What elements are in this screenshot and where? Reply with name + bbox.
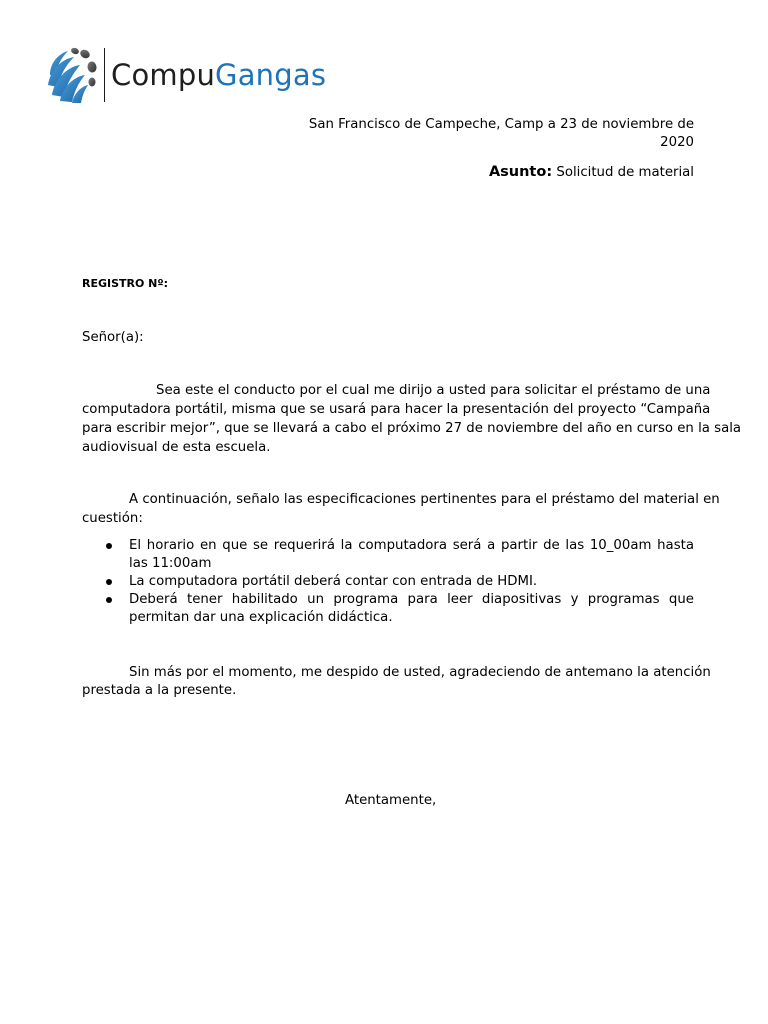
place-date-line1: San Francisco de Campeche, Camp a 23 de noviembre de [308,117,694,132]
list-item: Deberá tener habilitado un programa para leer diapositivas y programas que permitan dar una explicación didáctica. [82,591,694,627]
paragraph1-line2: computadora portátil, misma que se usará para hacer la presentación del proyecto “Campaña [82,402,711,417]
paragraph2-line1: A continuación, señalo las especificaciones pertinentes para el préstamo del material en [129,492,720,507]
logo-wordmark [111,57,327,92]
place-date-line2: 2020 [660,135,694,150]
salutation: Señor(a): [82,330,144,345]
paragraph1-line4: audiovisual de esta escuela. [82,440,271,455]
closing-line2: prestada a la presente. [82,683,237,698]
subject-value: Solicitud de material [556,165,694,180]
list-item: La computadora portátil deberá contar con entrada de HDMI. [82,573,694,591]
sign-off: Atentamente, [345,793,437,808]
list-item: El horario en que se requerirá la computadora será a partir de las 10_00am hasta las 11:00am [82,537,694,573]
logo-sphere-icon [44,45,100,105]
logo-text-compu: Compu [111,57,216,92]
paragraph1-line3: para escribir mejor”, que se llevará a cabo el próximo 27 de noviembre del año en curso en la sala [82,421,742,436]
bullet-icon [106,579,112,585]
logo-text-gangas: Gangas [215,57,327,92]
logo-divider [104,48,105,102]
company-logo [44,44,326,106]
paragraph2-line2: cuestión: [82,511,143,526]
subject-line [489,163,694,182]
paragraph1-line1: Sea este el conducto por el cual me dirijo a usted para solicitar el préstamo de una [156,383,711,398]
subject-label: Asunto: [488,164,553,180]
closing-line1: Sin más por el momento, me despido de usted, agradeciendo de antemano la atención [129,665,711,680]
bullet-icon [106,543,112,549]
specifications-list [82,537,694,627]
registry-label: REGISTRO Nº: [82,277,168,290]
bullet-icon [106,597,112,603]
